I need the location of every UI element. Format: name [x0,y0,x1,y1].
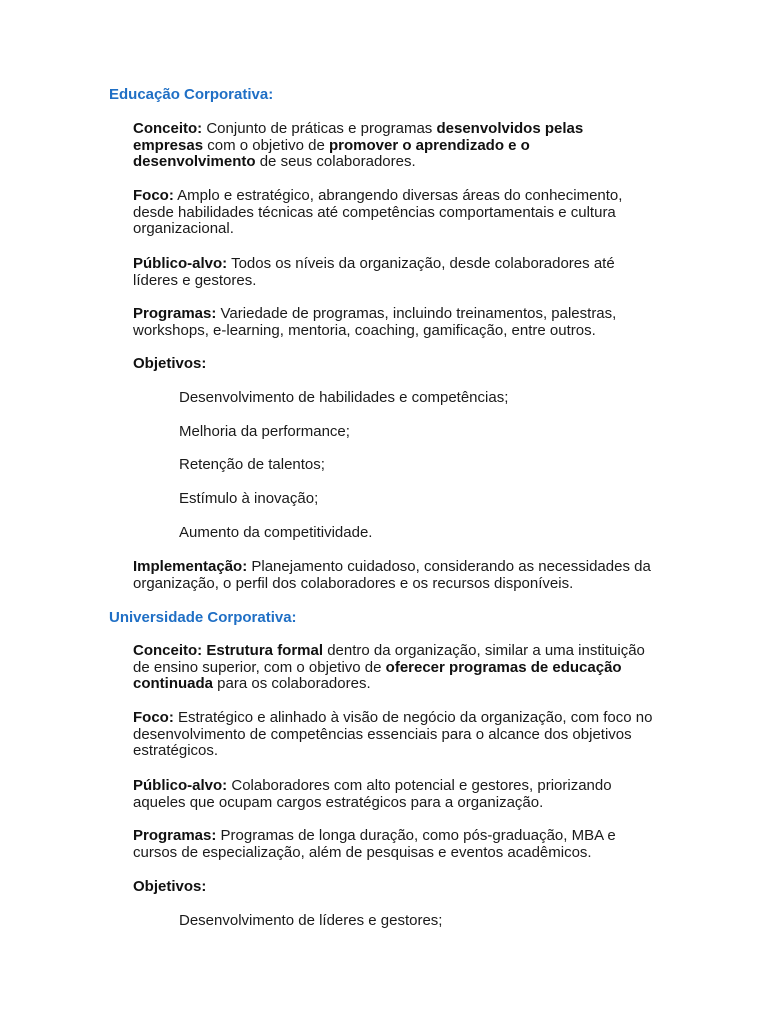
paragraph-foco [133,710,653,760]
list-item: Melhoria da performance; [179,423,350,440]
label-conceito: Conceito: [133,120,203,137]
label-objetivos: Objetivos: [133,355,207,372]
label-publico-alvo: Público-alvo: [133,255,228,272]
label-conceito: Conceito: [133,642,203,659]
emphasis: desenvolvidos pelas empresas [133,120,584,154]
text: Estratégico e alinhado à visão de negócio da organização, com foco no desenvolvimento de competências essenciais para o alcance dos objetivos estratégicos. [133,709,653,759]
paragraph-foco [133,188,653,238]
paragraph-programas [133,306,653,339]
text: para os colaboradores. [213,675,371,692]
text: Variedade de programas, incluindo treinamentos, palestras, workshops, e-learning, mentoria, coaching, gamificação, entre outros. [133,305,617,339]
label-implementacao: Implementação: [133,558,248,575]
list-item: Retenção de talentos; [179,456,325,473]
text: dentro da organização, similar a uma instituição de ensino superior, com o objetivo de [133,642,645,676]
text: Programas de longa duração, como pós-graduação, MBA e cursos de especialização, além de pesquisas e eventos acadêmicos. [133,827,616,861]
text: Colaboradores com alto potencial e gestores, priorizando aqueles que ocupam cargos estratégicos para a organização. [133,777,612,811]
paragraph-conceito [133,643,653,693]
label-programas: Programas: [133,305,217,322]
label-foco: Foco: [133,187,174,204]
text: de seus colaboradores. [255,153,416,170]
emphasis: promover o aprendizado e o desenvolvimento [133,136,530,170]
list-item: Desenvolvimento de líderes e gestores; [179,912,443,929]
paragraph-publico-alvo [133,778,653,811]
section-heading-educacao-corporativa: Educação Corporativa: [109,86,274,103]
paragraph-objetivos [133,356,653,373]
section-heading-universidade-corporativa: Universidade Corporativa: [109,609,297,626]
label-publico-alvo: Público-alvo: [133,777,228,794]
label-programas: Programas: [133,827,217,844]
emphasis: Estrutura formal [206,642,324,659]
label-foco: Foco: [133,709,174,726]
emphasis: oferecer programas de educação continuada [133,658,622,692]
text: Conjunto de práticas e programas [202,120,437,137]
text: com o objetivo de [203,136,329,154]
list-item: Estímulo à inovação; [179,490,319,507]
text: Todos os níveis da organização, desde colaboradores até líderes e gestores. [133,255,615,289]
text: Planejamento cuidadoso, considerando as necessidades da organização, o perfil dos colaboradores e os recursos disponíveis. [133,558,651,592]
text: Amplo e estratégico, abrangendo diversas áreas do conhecimento, desde habilidades técnicas até competências comportamentais e cultura organizacional. [133,187,623,237]
paragraph-programas [133,828,653,861]
paragraph-objetivos [133,879,653,896]
paragraph-conceito [133,121,653,171]
list-item: Desenvolvimento de habilidades e competências; [179,389,509,406]
list-item: Aumento da competitividade. [179,524,373,541]
label-objetivos: Objetivos: [133,878,207,895]
paragraph-publico-alvo [133,256,653,289]
paragraph-implementacao [133,559,653,592]
